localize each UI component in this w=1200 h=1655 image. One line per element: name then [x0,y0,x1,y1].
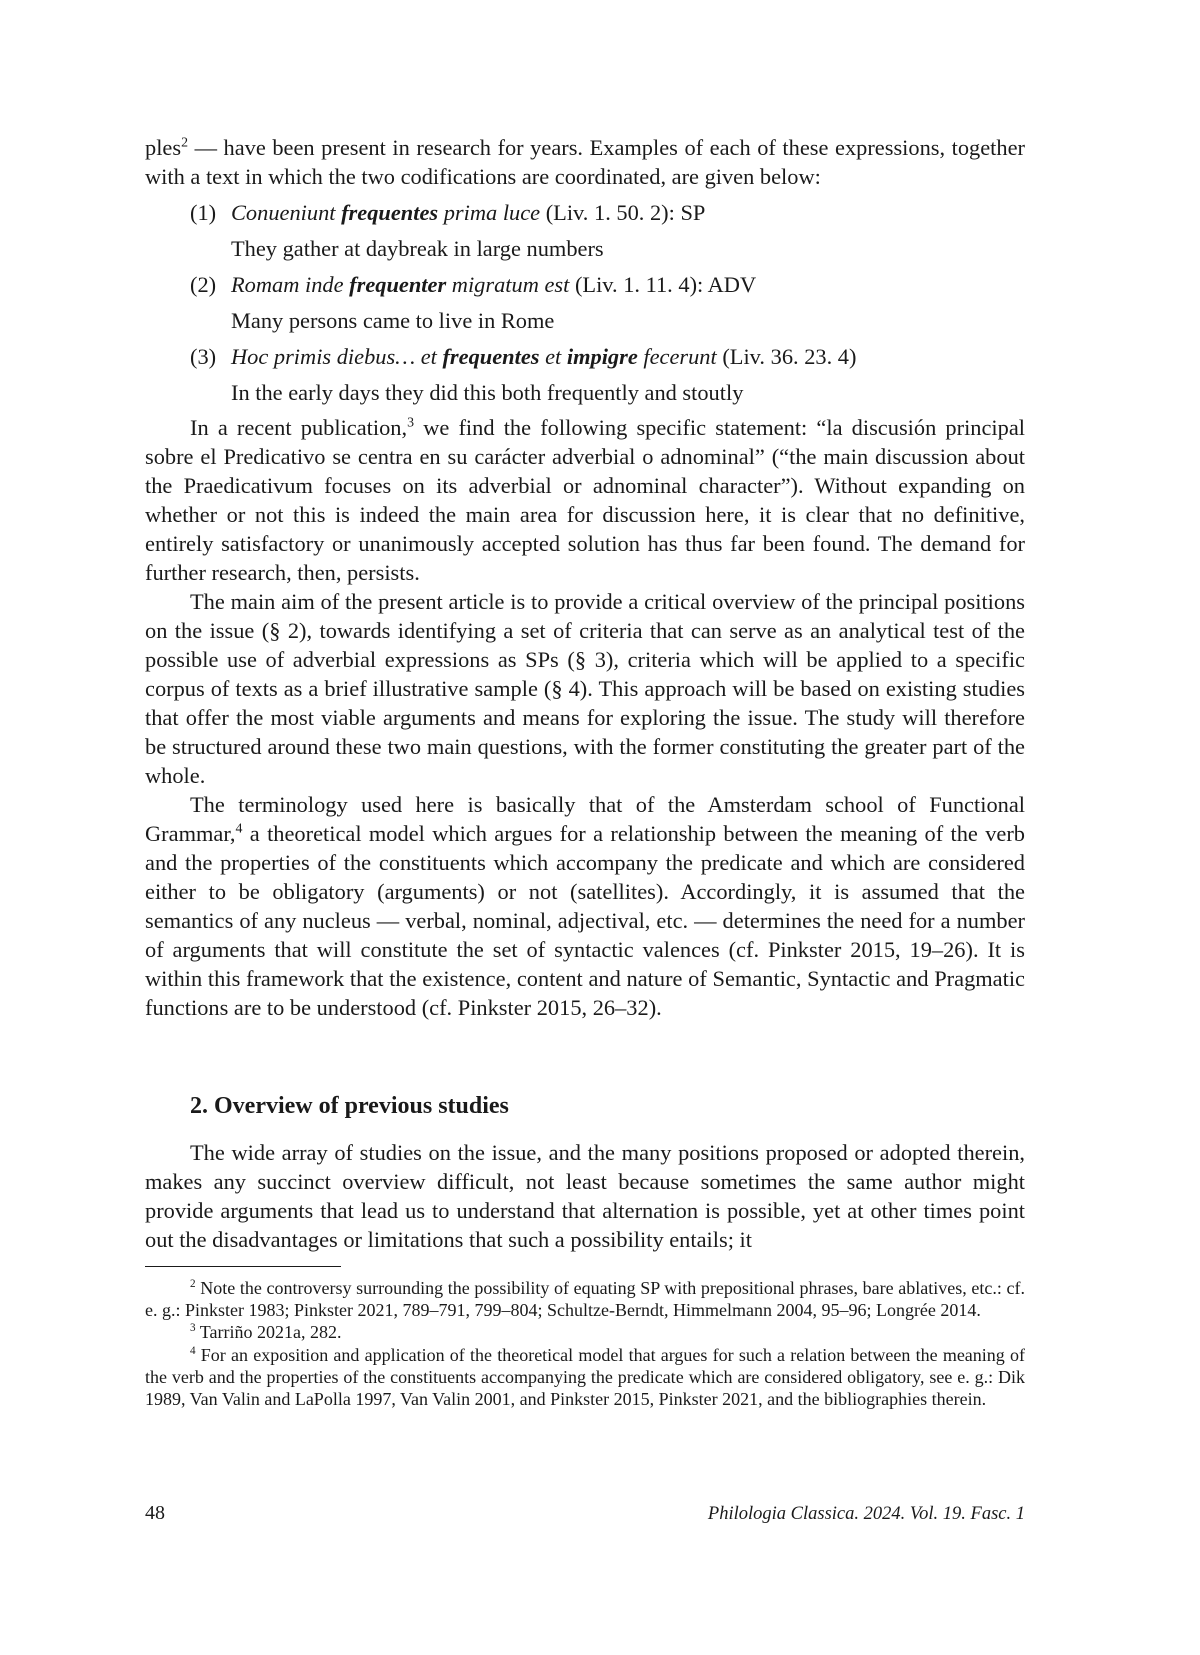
example-list [145,198,1025,407]
example-translation: They gather at daybreak in large numbers [231,236,604,261]
example-translation: Many persons came to live in Rome [231,308,555,333]
paragraph-text: In a recent publication, [190,415,408,440]
latin-text: et [539,344,567,369]
body-paragraph [145,413,1025,587]
example-citation: (Liv. 1. 11. 4): ADV [569,272,757,297]
example-translation: In the early days they did this both frequently and stoutly [231,380,744,405]
footnote-text: Note the controversy surrounding the possibility of equating SP with prepositional phrases, bare ablatives, etc.: cf. e. g.: Pinkster 1983; Pinkster 2021, 789–791, 799–804; Schultze-Berndt, Himmelmann 2004, 95–96; Longrée 2014. [145,1278,1025,1321]
footnote-number: 3 [190,1322,196,1335]
section-text-block [145,1138,1025,1254]
latin-key-word: impigre [566,344,638,369]
intro-text-start: ples [145,135,182,160]
latin-key-word: frequentes [442,344,540,369]
footnote-number: 4 [190,1344,196,1357]
footnote [145,1277,1025,1321]
section-heading: 2. Overview of previous studies [190,1093,509,1119]
main-text-block [145,133,1025,1022]
intro-text-end: — have been present in research for years. Examples of each of these expressions, together with a text in which the two codifications are coordinated, are given below: [145,135,1025,189]
footnote-ref-2[interactable]: 2 [181,135,189,151]
footnote [145,1344,1025,1411]
latin-text: migratum est [446,272,570,297]
footnote-ref-3[interactable]: 3 [407,415,415,431]
example-number: (1) [190,200,217,225]
latin-text: Hoc primis diebus… et [231,344,443,369]
footnote-number: 2 [190,1278,196,1291]
journal-citation: Philologia Classica. 2024. Vol. 19. Fasc. 1 [707,1504,1025,1524]
page-footer [145,1502,1025,1530]
body-paragraph: The main aim of the present article is to provide a critical overview of the principal positions on the issue (§ 2), towards identifying a set of criteria that can serve as an analytical test of the possible use of adverbial expressions as SPs (§ 3), criteria which will be applied to a specific corpus of texts as a brief illustrative sample (§ 4). This approach will be based on existing studies that offer the most viable arguments and means for exploring the issue. The study will therefore be structured around these two main questions, with the former constituting the greater part of the whole. [145,589,1025,788]
footnote-text: Tarriño 2021a, 282. [195,1322,342,1343]
page-number: 48 [145,1502,165,1524]
continuation-paragraph [145,133,1025,191]
latin-key-word: frequentes [341,200,439,225]
footnote [145,1321,1025,1343]
paragraph-text: we find the following specific statement: “la discusión principal sobre el Predicativo se centra en su carácter adverbial o adnominal” (“the main discussion about the Praedicativum focuses on its adverbial or adnominal character”). Without expanding on whether or not this is indeed the main area for discussion here, it is clear that no definitive, entirely satisfactory or unanimously accepted solution has thus far been found. The demand for further research, then, persists. [145,415,1026,585]
latin-text: fecerunt [637,344,717,369]
latin-key-word: frequenter [349,272,447,297]
example-item [145,342,1025,407]
example-item [145,198,1025,263]
footnote-divider [145,1266,341,1267]
footnotes [145,1277,1025,1410]
example-latin-line [231,342,1025,371]
latin-text: Conueniunt [231,200,342,225]
footnote-text: For an exposition and application of the theoretical model that argues for such a relation between the meaning of the verb and the properties of the constituents accompanying the predicate which are considered obligatory, see e. g.: Dik 1989, Van Valin and LaPolla 1997, Van Valin 2001, and Pinkster 2015, Pinkster 2021, and the bibliographies therein. [145,1344,1025,1410]
example-latin-line [231,270,1025,299]
body-paragraph: The wide array of studies on the issue, and the many positions proposed or adopted therein, makes any succinct overview difficult, not least because sometimes the same author might provide arguments that lead us to understand that alternation is possible, yet at other times point out the disadvantages or limitations that such a possibility entails; it [145,1140,1025,1252]
example-citation: (Liv. 1. 50. 2): SP [540,200,706,225]
paragraph-text: a theoretical model which argues for a relationship between the meaning of the verb and the properties of the constituents which accompany the predicate and which are considered either to be obligatory (arguments) or not (satellites). Accordingly, it is assumed that the semantics of any nucleus — verbal, nominal, adjectival, etc. — determines the need for a number of arguments that will constitute the set of syntactic valences (cf. Pinkster 2015, 19–26). It is within this framework that the existence, content and nature of Semantic, Syntactic and Pragmatic functions are to be understood (cf. Pinkster 2015, 26–32). [145,821,1025,1020]
example-citation: (Liv. 36. 23. 4) [716,344,857,369]
latin-text: Romam inde [231,272,350,297]
example-number: (3) [190,344,217,369]
paragraph-text: The terminology used here is basically that of the Amsterdam school of Functional Grammar, [145,792,1025,846]
footnote-ref-4[interactable]: 4 [235,821,243,837]
latin-text: prima luce [438,200,541,225]
body-paragraph [145,790,1025,1022]
example-number: (2) [190,272,217,297]
example-item [145,270,1025,335]
example-latin-line [231,198,1025,227]
